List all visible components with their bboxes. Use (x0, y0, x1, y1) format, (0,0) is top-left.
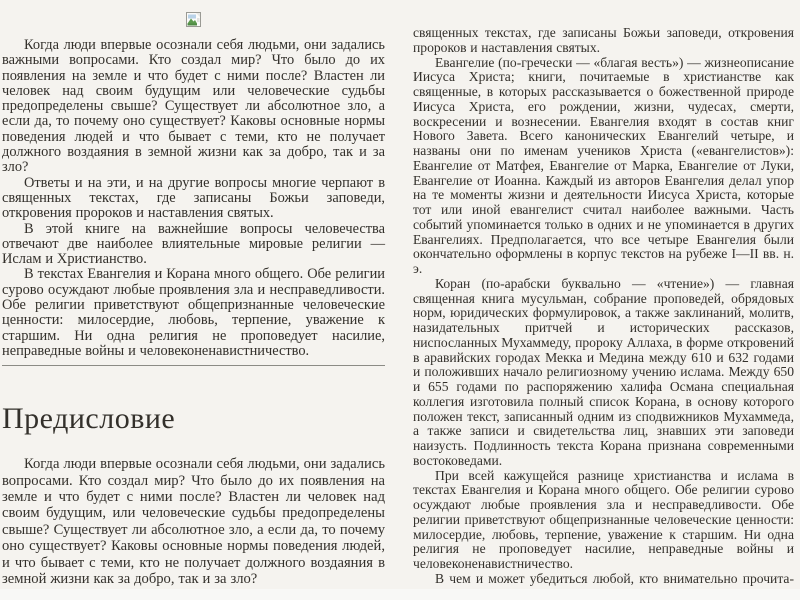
section-divider (2, 365, 385, 366)
body-paragraph: При всей кажущейся разнице христианства и ислама в текстах Евангелия и Корана много общего. Обе религии сурово осуждают любые проявления зла и несправедливости. Обе религии приветствуют общепризнанные человеческие ценности: милосердие, любовь, терпение, уважение к старшим. Ни одна религия не проповедует насилие, неправедные войны и человеконенавистничество. (413, 467, 794, 571)
preface-paragraph: Когда люди впервые осознали себя людьми, они задались вопросами. Кто создал мир? Что было до их появления на земле и что будет с ними после? Властен ли человек над своим будущим, или человеческие судьбы предопределены свыше? Существует ли абсолютное зло, а если да, то почему оно существует? Каковы основные нормы поведения людей, и что бывает с теми, кто не получает должного воздаяния в земной жизни как за добро, так и за зло? (2, 456, 385, 588)
body-paragraph: Коран (по-арабски буквально — «чтение») — главная священная книга мусульман, собрание проповедей, обрядовых норм, юридических формулировок, а также заклинаний, молитв, назидательных притчей и исторических рассказов, ниспосланных Мухаммеду, пророку Аллаха, в форме откровений в аравийских городах Мекка и Медина между 610 и 632 годами и положивших начало религиозному учению ислама. Между 650 и 655 годами по распоряжению халифа Османа специальная коллегия изготовила полный список Корана, в основу которого положен текст, записанный одним из сподвижников Мухаммеда, а также записи и свидетельства лиц, знавших эти заповеди наизусть. Подлинность текста Корана признана современными востоковедами. (413, 275, 794, 468)
continued-paragraph: священных текстах, где записаны Божьи заповеди, откровения пророков и наставления святых. (413, 25, 794, 55)
page-bottom-strip (0, 589, 800, 600)
broken-image-icon (186, 12, 201, 29)
body-paragraph-continued: В чем и может убедиться любой, кто внимательно прочита- (435, 570, 794, 586)
body-paragraph: Евангелие (по-гречески — «благая весть») — жизнеописание Иисуса Христа; книги, почитаемые в христианстве как священные, в которых рассказывается о божественной природе Иисуса Христа, его рождении, жизни, чудесах, смерти, воскресении и вознесении. Евангелия входят в состав книг Нового Завета. Всего канонических Евангелий четыре, и названы они по именам учеников Христа («евангелистов»): Евангелие от Матфея, Евангелие от Марка, Евангелие от Луки, Евангелие от Иоанна. Каждый из авторов Евангелия делал упор на те моменты жизни и деятельности Иисуса Христа, которые тот или иной евангелист считал наиболее важными. Часть событий упоминается только в одних и не упоминается в других Евангелиях. Предполагается, что все четыре Евангелия были окончательно оформлены в корпус текстов на рубеже I—II вв. н. э. (413, 54, 794, 276)
annotation-paragraph: В текстах Евангелия и Корана много общего. Обе религии сурово осуждают любые проявления зла и несправедливости. Обе религии приветствуют общепризнанные человеческие ценности: милосердие, любовь, терпение, уважение к старшим. Ни одна религия не проповедует насилие, неправедные войны и человеконенавистничество. (2, 266, 385, 359)
annotation-paragraph: Когда люди впервые осознали себя людьми, они задались важными вопросами. Кто создал мир? Что было до их появления на земле и что будет с ними после? Властен ли человек над своим будущим или человеческие судьбы предопределены свыше? Существует ли абсолютное зло, а если да, то почему оно существует? Каковы основные нормы поведения людей и что бывает с теми, кто не получает должного воздаяния в земной жизни как за добро, так и за зло? (2, 37, 385, 176)
annotation-paragraph: Ответы и на эти, и на другие вопросы многие черпают в священных текстах, где записаны Божьи заповеди, откровения пророков и наставления святых. (2, 174, 385, 222)
annotation-paragraph: В этой книге на важнейшие вопросы человечества отвечают две наиболее влиятельные мировые религии — Ислам и Христианство. (2, 220, 385, 268)
right-page-column (413, 26, 794, 587)
image-placeholder-row (2, 12, 385, 32)
chapter-heading: Предисловие (2, 402, 176, 436)
left-page-column (2, 12, 385, 600)
